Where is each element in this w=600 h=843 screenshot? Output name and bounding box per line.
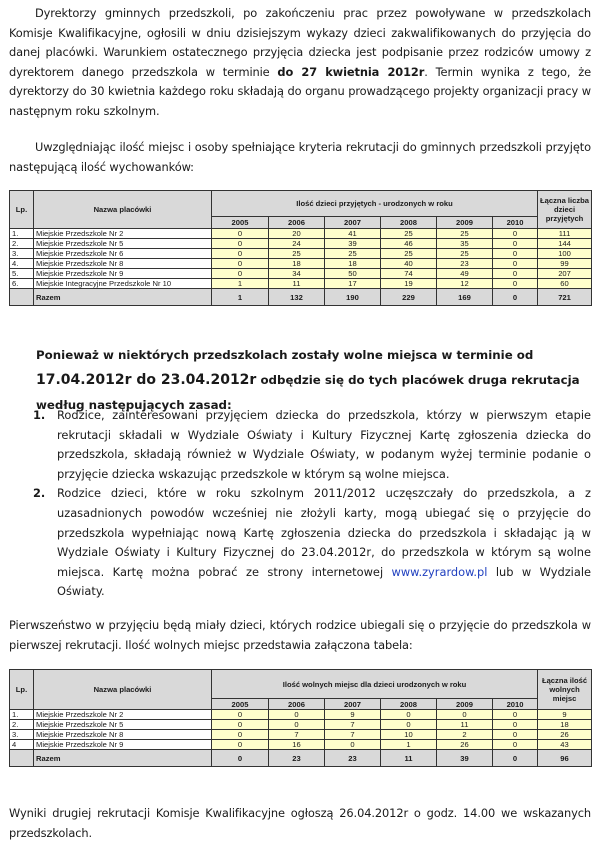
row-total: 26 [538, 730, 592, 740]
total-cell: 0 [212, 750, 269, 767]
row-total: 60 [538, 279, 592, 289]
count-cell: 74 [381, 269, 437, 279]
institution-name: Miejskie Integracyjne Przedszkole Nr 10 [34, 279, 212, 289]
total-cell: 169 [437, 289, 493, 306]
total-cell: 0 [493, 750, 538, 767]
count-cell: 50 [325, 269, 381, 279]
count-cell: 0 [212, 239, 269, 249]
total-cell: 229 [381, 289, 437, 306]
intro-paragraph [9, 4, 591, 122]
year-header: 2005 [212, 217, 269, 229]
rule-number: 2. [33, 486, 46, 501]
count-cell: 0 [493, 239, 538, 249]
count-cell: 0 [493, 710, 538, 720]
rule-number: 1. [33, 408, 46, 422]
count-cell: 25 [325, 249, 381, 259]
total-lp-cell [10, 750, 34, 767]
count-cell: 7 [325, 720, 381, 730]
count-cell: 0 [212, 269, 269, 279]
count-cell: 2 [437, 730, 493, 740]
count-cell: 0 [437, 710, 493, 720]
year-header: 2006 [269, 217, 325, 229]
header-total: Łączna ilość wolnych miejsc [538, 670, 592, 710]
count-cell: 24 [269, 239, 325, 249]
table-row [10, 249, 592, 259]
count-cell: 46 [381, 239, 437, 249]
count-cell: 0 [212, 740, 269, 750]
grand-total: 721 [538, 289, 592, 306]
heading-text-2: odbędzie się do tych placówek druga rekrutacja według następujących zasad: [36, 373, 580, 412]
count-cell: 17 [325, 279, 381, 289]
table-row [10, 269, 592, 279]
count-cell: 0 [212, 249, 269, 259]
count-cell: 25 [437, 229, 493, 239]
count-cell: 0 [269, 710, 325, 720]
row-number: 4 [10, 740, 34, 750]
count-cell: 23 [437, 259, 493, 269]
total-cell: 1 [212, 289, 269, 306]
row-total: 43 [538, 740, 592, 750]
rule-text: Rodzice dzieci, które w roku szkolnym 2011/2012 uczęszczały do przedszkola, a z uzasadnionych powodów wcześniej nie złożyli karty, mogą ubiegać się o przyjęcie do przedszkola wypełniając nową Kartę zgłoszenia dziecka do przedszkola i składając ją w Wydziale Oświaty i Kultury Fizycznej do 23.04.2012r, do przedszkola w którym są wolne miejsca. Kartę można pobrać ze strony internetowej [57, 486, 591, 579]
intro-text-2: . Termin wynika z tego, że dyrektorzy do 30 kwietnia każdego roku składają do organu prowadzącego projekty organizacji pracy w następnym roku szkolnym. [9, 64, 591, 118]
count-cell: 0 [212, 259, 269, 269]
total-cell: 39 [437, 750, 493, 767]
count-cell: 0 [493, 229, 538, 239]
year-header: 2007 [325, 699, 381, 710]
count-cell: 0 [493, 279, 538, 289]
count-cell: 0 [493, 259, 538, 269]
count-cell: 0 [212, 229, 269, 239]
deadline-date: do 27 kwietnia 2012r [277, 64, 425, 79]
total-cell: 23 [269, 750, 325, 767]
total-lp-cell [10, 289, 34, 306]
table-row [10, 239, 592, 249]
table-row [10, 259, 592, 269]
count-cell: 11 [269, 279, 325, 289]
count-cell: 11 [437, 720, 493, 730]
total-cell: 0 [493, 289, 538, 306]
rule-item [9, 484, 591, 602]
institution-name: Miejskie Przedszkole Nr 8 [34, 730, 212, 740]
header-name: Nazwa placówki [34, 670, 212, 710]
total-row [10, 289, 592, 306]
row-total: 111 [538, 229, 592, 239]
year-header: 2009 [437, 217, 493, 229]
rule-text: Rodzice, zainteresowani przyjęciem dziecka do przedszkola, którzy w pierwszym etapie rekrutacji składali w Wydziale Oświaty i Kultury Fizycznej Kartę zgłoszenia dziecka do przedszkola, składają również w Wydziale Oświaty, w podanym wyżej terminie podanie o przyjęcie dziecka wskazując przedszkole w którym są wolne miejsca. [57, 408, 591, 481]
count-cell: 0 [493, 249, 538, 259]
row-total: 207 [538, 269, 592, 279]
institution-name: Miejskie Przedszkole Nr 2 [34, 229, 212, 239]
row-number: 4. [10, 259, 34, 269]
count-cell: 0 [493, 269, 538, 279]
institution-name: Miejskie Przedszkole Nr 5 [34, 239, 212, 249]
count-cell: 0 [325, 740, 381, 750]
total-cell: 190 [325, 289, 381, 306]
institution-name: Miejskie Przedszkole Nr 8 [34, 259, 212, 269]
year-header: 2008 [381, 217, 437, 229]
count-cell: 40 [381, 259, 437, 269]
admitted-children-table [9, 190, 592, 306]
table-row [10, 720, 592, 730]
count-cell: 19 [381, 279, 437, 289]
priority-paragraph: Pierwszeństwo w przyjęciu będą miały dzieci, których rodzice ubiegali się o przyjęcie do przedszkola w pierwszej rekrutacji. Ilość wolnych miejsc przedstawia załączona tabela: [9, 618, 591, 652]
year-header: 2009 [437, 699, 493, 710]
row-total: 144 [538, 239, 592, 249]
header-total: Łączna liczba dzieci przyjętych [538, 191, 592, 229]
heading-text-1: Ponieważ w niektórych przedszkolach zostały wolne miejsca w terminie od [36, 348, 534, 362]
count-cell: 41 [325, 229, 381, 239]
count-cell: 25 [269, 249, 325, 259]
count-cell: 35 [437, 239, 493, 249]
row-number: 1. [10, 710, 34, 720]
count-cell: 25 [381, 249, 437, 259]
table-row [10, 740, 592, 750]
row-number: 1. [10, 229, 34, 239]
institution-name: Miejskie Przedszkole Nr 2 [34, 710, 212, 720]
heading-dates: 17.04.2012r do 23.04.2012r [36, 372, 257, 388]
total-label: Razem [34, 289, 212, 306]
row-number: 2. [10, 239, 34, 249]
row-number: 6. [10, 279, 34, 289]
row-total: 18 [538, 720, 592, 730]
table-body [10, 710, 592, 767]
total-label: Razem [34, 750, 212, 767]
count-cell: 49 [437, 269, 493, 279]
rule-item [9, 406, 591, 484]
institution-name: Miejskie Przedszkole Nr 6 [34, 249, 212, 259]
count-cell: 0 [212, 730, 269, 740]
count-cell: 7 [325, 730, 381, 740]
website-link[interactable]: www.zyrardow.pl [391, 564, 488, 579]
row-number: 5. [10, 269, 34, 279]
count-cell: 0 [493, 740, 538, 750]
count-cell: 0 [212, 720, 269, 730]
results-paragraph: Wyniki drugiej rekrutacji Komisje Kwalifikacyjne ogłoszą 26.04.2012r o godz. 14.00 we wskazanych przedszkolach. [9, 806, 591, 840]
header-lp: Lp. [10, 191, 34, 229]
year-header: 2006 [269, 699, 325, 710]
count-cell: 1 [212, 279, 269, 289]
table-row [10, 279, 592, 289]
header-group: Ilość dzieci przyjętych - urodzonych w roku [212, 191, 538, 217]
count-cell: 25 [437, 249, 493, 259]
row-number: 3. [10, 730, 34, 740]
count-cell: 39 [325, 239, 381, 249]
rule-text-end: lub w Wydziale Oświaty. [57, 564, 591, 599]
total-cell: 11 [381, 750, 437, 767]
count-cell: 0 [269, 720, 325, 730]
count-cell: 34 [269, 269, 325, 279]
count-cell: 0 [381, 710, 437, 720]
table-row [10, 229, 592, 239]
count-cell: 0 [493, 720, 538, 730]
count-cell: 16 [269, 740, 325, 750]
institution-name: Miejskie Przedszkole Nr 9 [34, 740, 212, 750]
total-cell: 132 [269, 289, 325, 306]
year-header: 2010 [493, 217, 538, 229]
header-group: Ilość wolnych miejsc dla dzieci urodzonych w roku [212, 670, 538, 699]
intro-text-1: Dyrektorzy gminnych przedszkoli, po zakończeniu prac przez powoływane w przedszkolach Komisje Kwalifikacyjne, ogłosili w dniu dzisiejszym wykazy dzieci zakwalifikowanych do przyjęcia do danej placówki. Warunkiem ostatecznego przyjęcia dziecka jest podpisanie przez rodziców umowy z dyrektorem danego przedszkola w terminie [9, 6, 591, 79]
table-row [10, 730, 592, 740]
count-cell: 0 [212, 710, 269, 720]
count-cell: 10 [381, 730, 437, 740]
count-cell: 1 [381, 740, 437, 750]
count-cell: 9 [325, 710, 381, 720]
count-cell: 12 [437, 279, 493, 289]
row-total: 99 [538, 259, 592, 269]
count-cell: 0 [381, 720, 437, 730]
header-name: Nazwa placówki [34, 191, 212, 229]
year-header: 2007 [325, 217, 381, 229]
count-cell: 26 [437, 740, 493, 750]
count-cell: 25 [381, 229, 437, 239]
count-cell: 18 [269, 259, 325, 269]
admission-paragraph: Uwzględniając ilość miejsc i osoby spełniające kryteria rekrutacji do gminnych przedszkoli przyjęto następującą ilość wychowanków: [9, 140, 591, 174]
total-row [10, 750, 592, 767]
row-number: 3. [10, 249, 34, 259]
count-cell: 18 [325, 259, 381, 269]
year-header: 2010 [493, 699, 538, 710]
row-number: 2. [10, 720, 34, 730]
row-total: 100 [538, 249, 592, 259]
total-cell: 23 [325, 750, 381, 767]
table-body [10, 229, 592, 306]
count-cell: 7 [269, 730, 325, 740]
rules-list [9, 406, 591, 602]
header-lp: Lp. [10, 670, 34, 710]
year-header: 2005 [212, 699, 269, 710]
year-header: 2008 [381, 699, 437, 710]
count-cell: 20 [269, 229, 325, 239]
row-total: 9 [538, 710, 592, 720]
free-places-table [9, 669, 592, 767]
table-row [10, 710, 592, 720]
institution-name: Miejskie Przedszkole Nr 5 [34, 720, 212, 730]
institution-name: Miejskie Przedszkole Nr 9 [34, 269, 212, 279]
count-cell: 0 [493, 730, 538, 740]
grand-total: 96 [538, 750, 592, 767]
